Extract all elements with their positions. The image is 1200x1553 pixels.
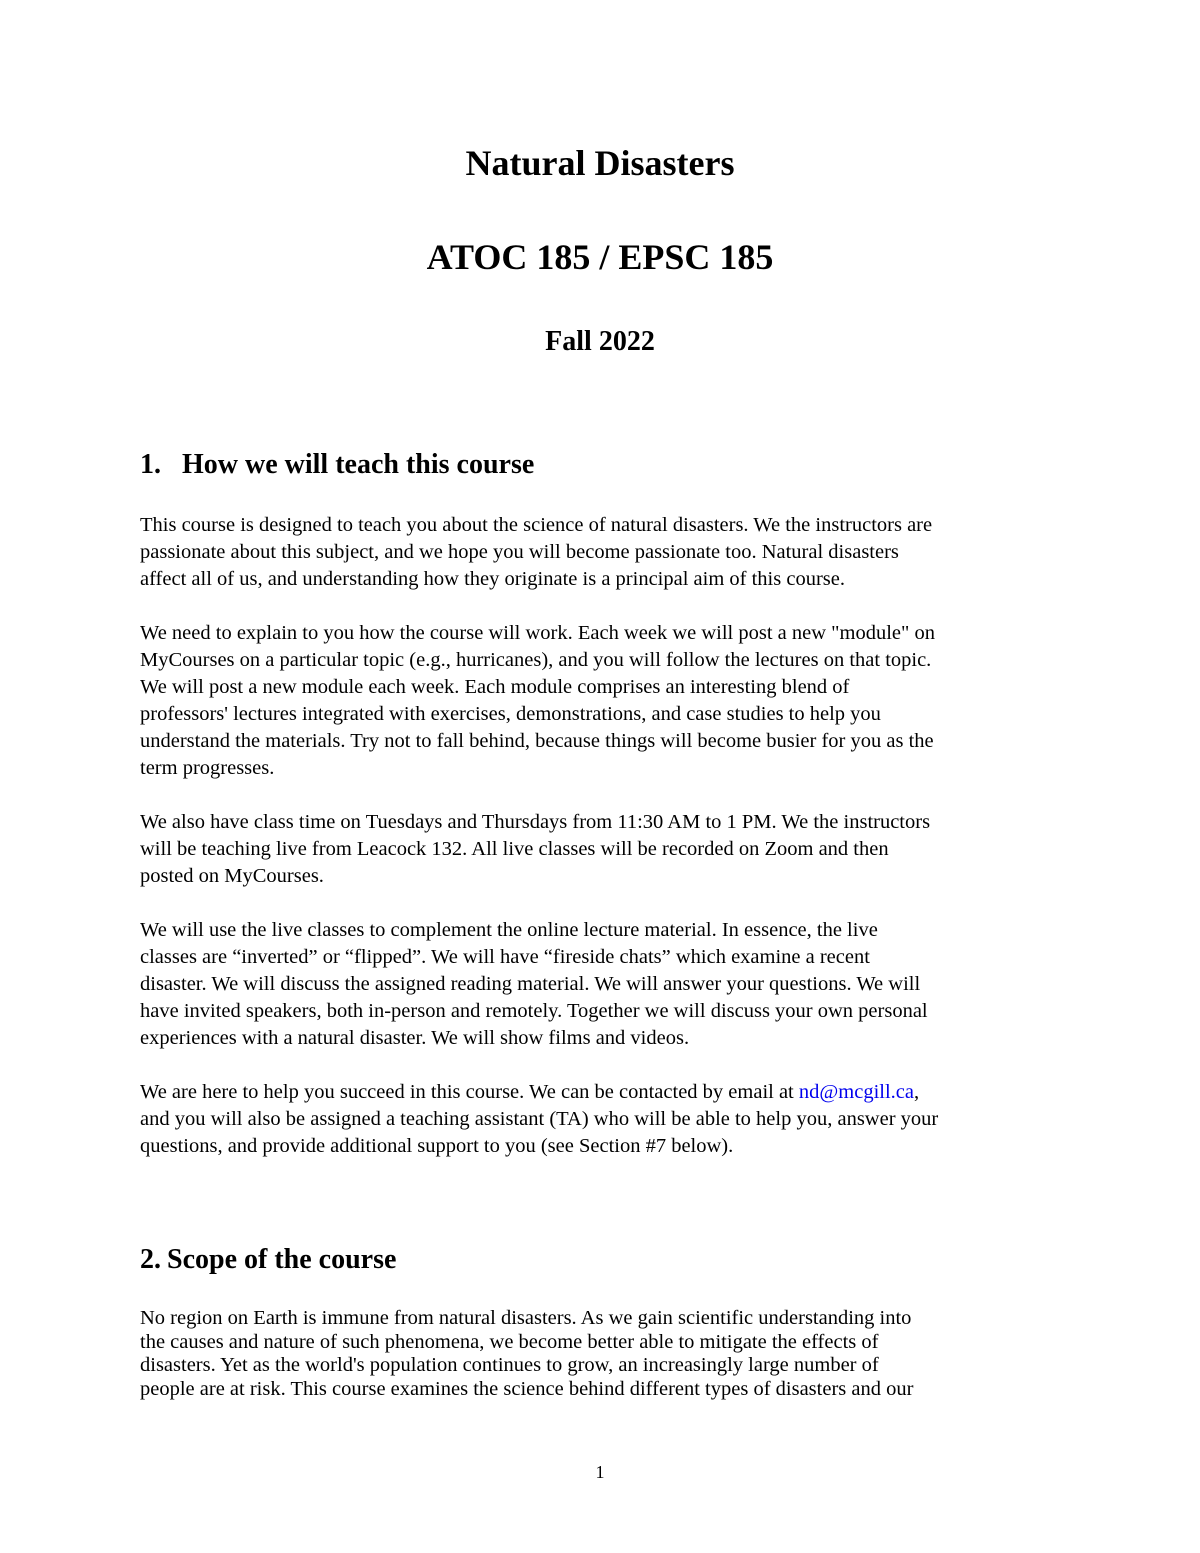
section-1-title: How we will teach this course [182, 449, 535, 480]
text-line: This course is designed to teach you about the science of natural disasters. We the instructors are [140, 514, 933, 536]
text-line: disaster. We will discuss the assigned reading material. We will answer your questions. We will [140, 973, 921, 995]
section-1-contact-paragraph [140, 1079, 1070, 1160]
text-line: term progresses. [140, 757, 275, 779]
section-1-paragraph-1 [140, 512, 1070, 593]
course-title: Natural Disasters [465, 143, 735, 183]
page-number: 1 [595, 1462, 605, 1482]
section-2-heading [140, 1244, 396, 1276]
text-line: affect all of us, and understanding how they originate is a principal aim of this course. [140, 568, 845, 590]
email-link[interactable]: nd@mcgill.ca [798, 1081, 914, 1103]
text-line: questions, and provide additional support to you (see Section #7 below). [140, 1135, 734, 1157]
text-line: MyCourses on a particular topic (e.g., hurricanes), and you will follow the lectures on that topic. [140, 649, 932, 671]
section-1-paragraph-3 [140, 809, 1070, 890]
text-line: people are at risk. This course examines the science behind different types of disasters and our [140, 1377, 914, 1400]
text-line: have invited speakers, both in-person and remotely. Together we will discuss your own personal [140, 1000, 928, 1022]
text-line: No region on Earth is immune from natural disasters. As we gain scientific understanding into [140, 1307, 912, 1329]
section-2-title: Scope of the course [167, 1244, 397, 1275]
text-line: and you will also be assigned a teaching assistant (TA) who will be able to help you, answer your [140, 1108, 939, 1130]
section-1-number: 1. [140, 449, 161, 480]
section-1-heading [140, 449, 534, 481]
text-line: posted on MyCourses. [140, 865, 324, 887]
text-line: We will use the live classes to complement the online lecture material. In essence, the live [140, 919, 878, 941]
text-line: We will post a new module each week. Each module comprises an interesting blend of [140, 676, 850, 698]
text-line: professors' lectures integrated with exercises, demonstrations, and case studies to help you [140, 703, 881, 725]
text-line: understand the materials. Try not to fall behind, because things will become busier for you as the [140, 730, 934, 752]
text-line: will be teaching live from Leacock 132. All live classes will be recorded on Zoom and then [140, 838, 889, 860]
text-line [140, 1079, 1070, 1106]
text-line: passionate about this subject, and we hope you will become passionate too. Natural disasters [140, 541, 899, 563]
text-line: classes are “inverted” or “flipped”. We will have “fireside chats” which examine a recent [140, 946, 870, 968]
text-line: the causes and nature of such phenomena, we become better able to mitigate the effects of [140, 1330, 879, 1353]
contact-text: We are here to help you succeed in this course. We can be contacted by email at [140, 1081, 799, 1103]
text-line: disasters. Yet as the world's population continues to grow, an increasingly large number of [140, 1354, 879, 1376]
section-2-paragraph [140, 1307, 1070, 1401]
contact-punctuation: , [913, 1081, 920, 1103]
section-1-paragraph-4 [140, 917, 1070, 1052]
text-line: We need to explain to you how the course will work. Each week we will post a new "module" on [140, 622, 936, 644]
course-term: Fall 2022 [545, 326, 655, 357]
text-line: experiences with a natural disaster. We will show films and videos. [140, 1027, 690, 1049]
text-line: We also have class time on Tuesdays and Thursdays from 11:30 AM to 1 PM. We the instructors [140, 811, 931, 833]
section-2-number: 2. [140, 1244, 161, 1275]
course-codes: ATOC 185 / EPSC 185 [426, 237, 774, 277]
section-1-paragraph-2 [140, 620, 1070, 782]
